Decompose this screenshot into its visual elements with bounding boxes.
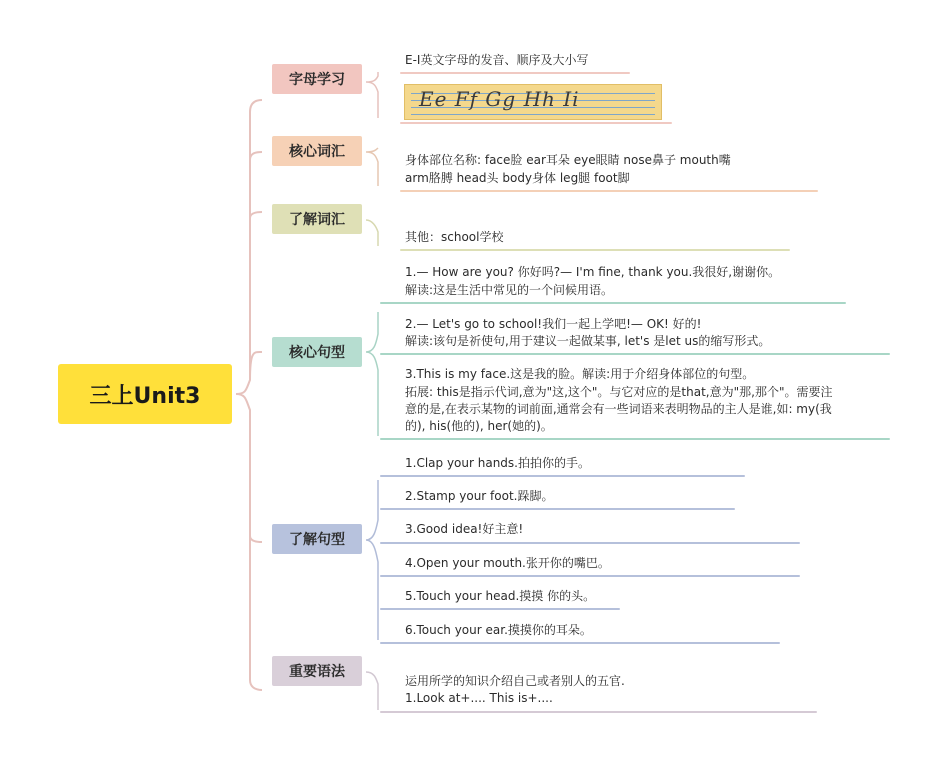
extra-sentence-3: 3.Good idea!好主意!: [405, 522, 524, 536]
extra-sentence-6: 6.Touch your ear.摸摸你的耳朵。: [405, 623, 592, 637]
grammar-line1: 运用所学的知识介绍自己或者别人的五官.: [405, 674, 625, 688]
branch-label: 字母学习: [289, 72, 345, 88]
underline: [380, 542, 800, 544]
core-sentence-2-line1: 2.— Let's go to school!我们一起上学吧!— OK! 好的!: [405, 317, 702, 331]
underline: [400, 190, 818, 192]
core-sentence-3-line2: 拓展: this是指示代词,意为"这,这个"。与它对应的是that,意为"那,那个"。需要注: [405, 385, 833, 399]
letters-title: E-I英文字母的发音、顺序及大小写: [405, 53, 589, 67]
branch-core-vocab[interactable]: [272, 136, 362, 166]
extra-sentence-2: 2.Stamp your foot.跺脚。: [405, 489, 554, 503]
underline: [380, 438, 890, 440]
extra-sentence-1: 1.Clap your hands.拍拍你的手。: [405, 456, 590, 470]
underline: [400, 249, 790, 251]
core-sentence-3-line1: 3.This is my face.这是我的脸。解读:用于介绍身体部位的句型。: [405, 367, 755, 381]
underline: [380, 353, 890, 355]
branch-label: 重要语法: [289, 664, 345, 680]
grammar-line2: 1.Look at+.... This is+....: [405, 691, 553, 705]
branch-label: 核心词汇: [289, 144, 345, 160]
core-sentence-2-line2: 解读:该句是祈使句,用于建议一起做某事, let's 是let us的缩写形式。: [405, 334, 771, 348]
branch-extra-vocab[interactable]: [272, 204, 362, 234]
root-node[interactable]: [58, 364, 232, 424]
branch-label: 了解句型: [289, 532, 345, 548]
underline: [380, 575, 800, 577]
branch-letters[interactable]: [272, 64, 362, 94]
underline: [380, 608, 620, 610]
branch-grammar[interactable]: [272, 656, 362, 686]
core-sentence-3-line4: 的), his(他的), her(她的)。: [405, 419, 553, 433]
branch-label: 了解词汇: [289, 212, 345, 228]
core-sentence-1-line1: 1.— How are you? 你好吗?— I'm fine, thank you.我很好,谢谢你。: [405, 265, 781, 279]
underline: [380, 475, 745, 477]
branch-core-sentences[interactable]: [272, 337, 362, 367]
underline: [400, 122, 672, 124]
underline: [380, 711, 817, 713]
core-sentence-3-line3: 意的是,在表示某物的词前面,通常会有一些词语来表明物品的主人是谁,如: my(我: [405, 402, 832, 416]
extra-vocab-line1: 其他：school学校: [405, 230, 504, 244]
root-label: 三上Unit3: [89, 383, 201, 409]
branch-extra-sentences[interactable]: [272, 524, 362, 554]
extra-sentence-4: 4.Open your mouth.张开你的嘴巴。: [405, 556, 610, 570]
core-sentence-1-line2: 解读:这是生活中常见的一个问候用语。: [405, 283, 614, 297]
letters-glyphs: Ee Ff Gg Hh Ii: [419, 87, 580, 111]
branch-label: 核心句型: [289, 345, 345, 361]
underline: [400, 72, 630, 74]
core-vocab-line1: 身体部位名称: face脸 ear耳朵 eye眼睛 nose鼻子 mouth嘴: [405, 153, 731, 167]
core-vocab-line2: arm胳膊 head头 body身体 leg腿 foot脚: [405, 171, 630, 185]
extra-sentence-5: 5.Touch your head.摸摸 你的头。: [405, 589, 596, 603]
underline: [380, 302, 846, 304]
underline: [380, 508, 735, 510]
letters-image: [404, 84, 662, 120]
underline: [380, 642, 780, 644]
